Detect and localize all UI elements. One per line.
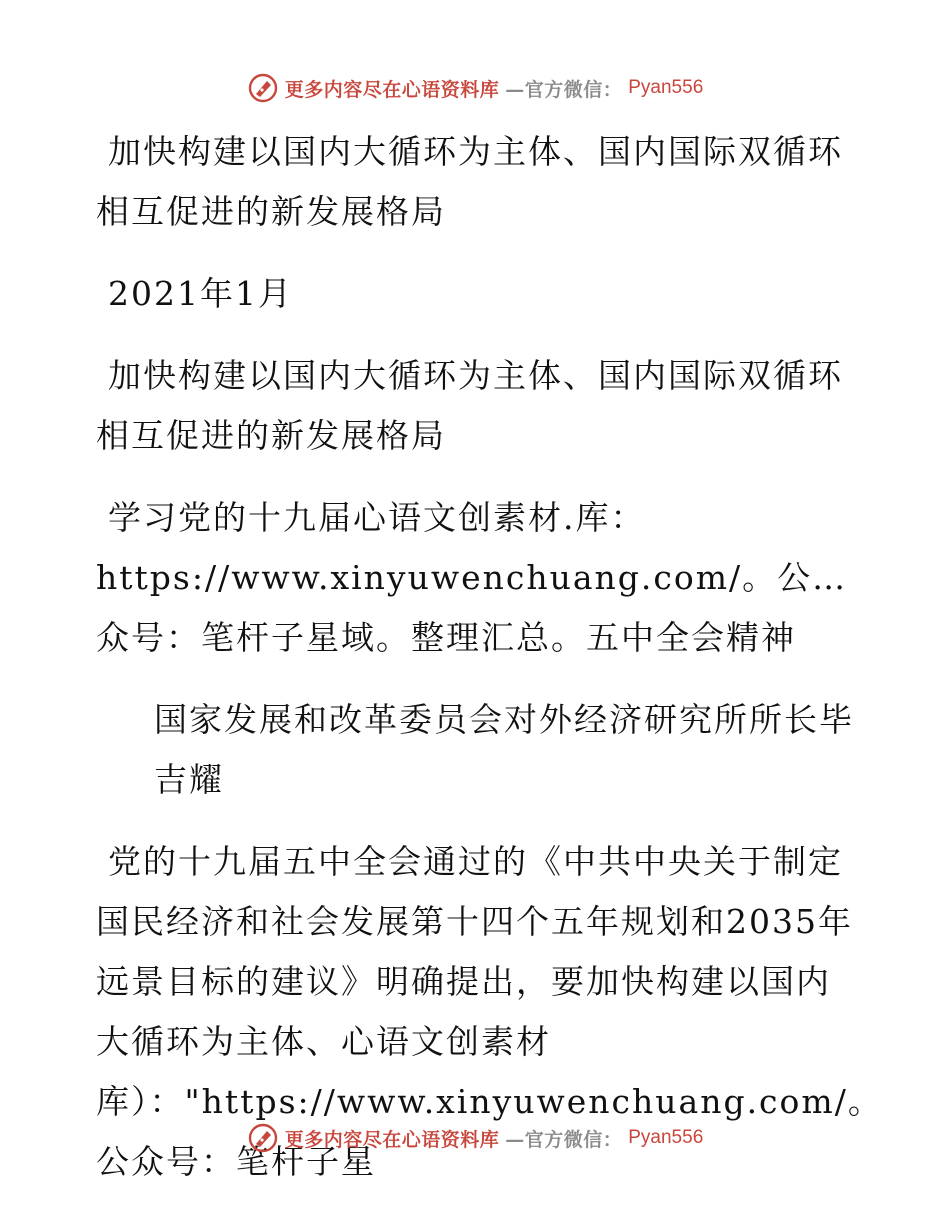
document-body [96,122,883,1192]
pen-nib-circle-icon [247,1122,279,1154]
document-subtitle: 加快构建以国内大循环为主体、国内国际双循环相互促进的新发展格局 [96,356,843,455]
author-line: 国家发展和改革委员会对外经济研究所所长毕吉耀 [154,700,854,799]
banner-text: 更多内容尽在心语资料库 [284,1128,500,1151]
wechat-label: —官方微信： [505,1128,623,1151]
wechat-id: Pyan556 [628,77,704,98]
pen-nib-circle-icon [247,72,279,104]
wechat-id: Pyan556 [628,1127,704,1148]
banner-text: 更多内容尽在心语资料库 [284,78,500,101]
body-paragraph: 党的十九届五中全会通过的《中共中央关于制定国民经济和社会发展第十四个五年规划和2035年远景目标的建议》明确提出，要加快构建以国内大循环为主体、心语文创素材库）："https://www.xinyuwenchuang.com/。公众号：笔杆子星 [96,842,883,1181]
header-banner [0,72,950,104]
document-title: 加快构建以国内大循环为主体、国内国际双循环相互促进的新发展格局 [96,132,843,231]
footer-banner [0,1122,950,1154]
wechat-label: —官方微信： [505,78,623,101]
source-note: 学习党的十九届心语文创素材.库：https://www.xinyuwenchuang.com/。公…众号：笔杆子星域。整理汇总。五中全会精神 [96,498,848,657]
document-date: 2021年1月 [108,274,293,313]
